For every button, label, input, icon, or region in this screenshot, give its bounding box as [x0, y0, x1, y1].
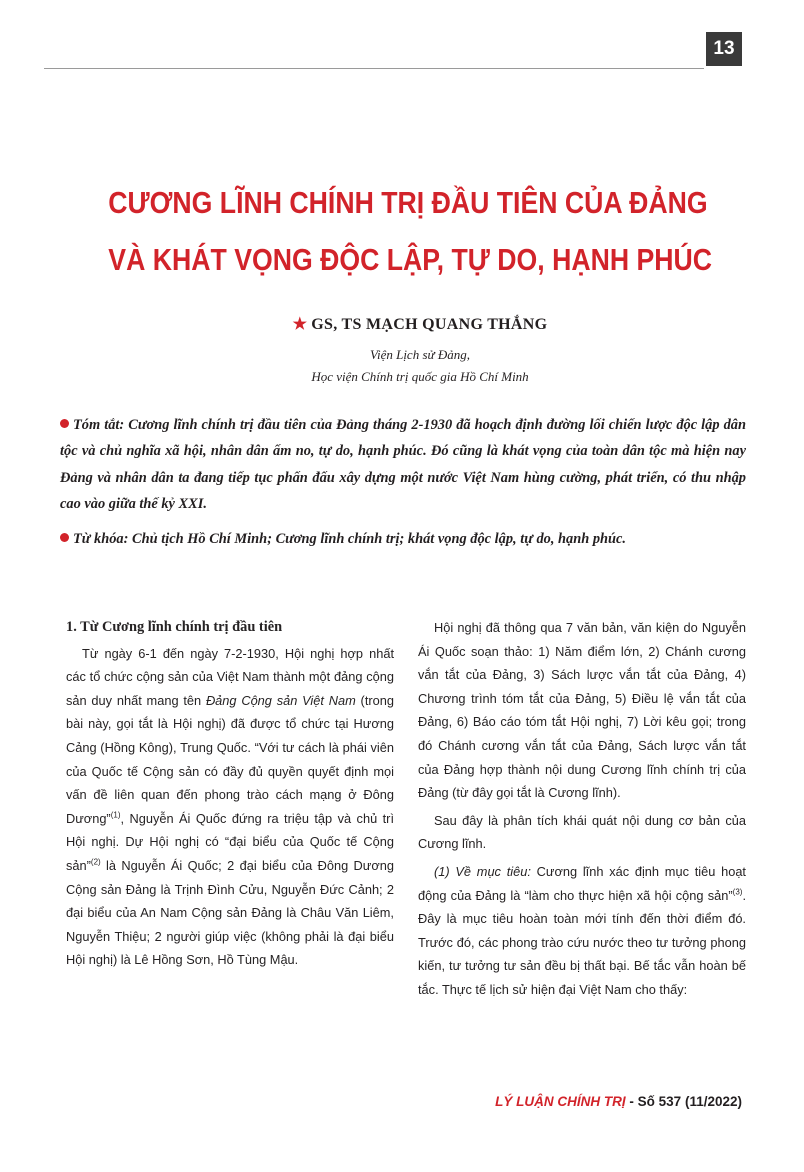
- affiliation-line-2: Học viện Chính trị quốc gia Hồ Chí Minh: [311, 369, 529, 384]
- abstract-label: Tóm tắt:: [73, 417, 125, 433]
- page-number: 13: [706, 32, 742, 66]
- left-paragraph-1: [66, 642, 394, 972]
- title-line-2: VÀ KHÁT VỌNG ĐỘC LẬP, TỰ DO, HẠNH PHÚC: [108, 242, 713, 277]
- keywords-text: Chủ tịch Hồ Chí Minh; Cương lĩnh chính trị; khát vọng độc lập, tự do, hạnh phúc.: [132, 530, 627, 547]
- text-run: là Nguyễn Ái Quốc; 2 đại biểu của Đông Dương Cộng sản Đảng là Trịnh Đình Cửu, Nguyễn Đức Cảnh; 2 đại biểu của An Nam Cộng sản Đảng là Châu Văn Liêm, Nguyễn Thiệu; 2 người giúp việc (không phải là đại biểu Hội nghị) là Lê Hồng Sơn, Hồ Tùng Mậu.: [66, 857, 394, 968]
- issue-info: - Số 537 (11/2022): [625, 1094, 742, 1109]
- bullet-dot-icon: [60, 533, 69, 542]
- footnote-ref: (2): [90, 857, 101, 867]
- text-run: , Nguyễn Ái Quốc đứng ra triệu tập và chủ trì Hội nghị. Dự Hội nghị có “đại biểu của Quốc tế Cộng sản”: [66, 810, 394, 873]
- keywords-label: Từ khóa:: [73, 530, 129, 547]
- right-paragraph-2: Sau đây là phân tích khái quát nội dung cơ bản của Cương lĩnh.: [418, 812, 746, 852]
- article-title: [108, 174, 713, 288]
- right-paragraph-1: Hội nghị đã thông qua 7 văn bản, văn kiện do Nguyễn Ái Quốc soạn thảo: 1) Năm điểm lớn, 2) Chánh cương vắn tắt của Đảng, 3) Sách lược vắn tắt của Đảng, 4) Chương trình tóm tắt của Đảng, 5) Điều lệ vắn tắt của Đảng, 6) Báo cáo tóm tắt Hội nghị, 7) Lời kêu gọi; trong đó Chánh cương vắn tắt của Đảng, Sách lược vắn tắt của Đảng hợp thành nội dung Cương lĩnh chính trị của Đảng (từ đây gọi tắt là Cương lĩnh).: [418, 620, 746, 801]
- text-run: Cương lĩnh xác định mục tiêu hoạt động của Đảng là “làm cho thực hiện xã hội cộng sản”: [418, 863, 746, 903]
- text-run: (trong bài này, gọi tắt là Hội nghị) đã được tổ chức tại Hương Cảng (Hồng Kông), Trung Quốc. “Với tư cách là phái viên của Quốc tế Cộng sản có đầy đủ quyền quyết định mọi vấn đề liên quan đến phong trào cách mạng ở Đông Dương”: [66, 692, 394, 826]
- author-line: [200, 314, 640, 334]
- journal-name: LÝ LUẬN CHÍNH TRỊ: [495, 1094, 626, 1109]
- affiliation-line-1: Viện Lịch sử Đảng,: [369, 347, 470, 362]
- subsection-label: (1) Về mục tiêu:: [434, 863, 531, 879]
- text-run: . Đây là mục tiêu hoàn toàn mới tính đến thời điểm đó. Trước đó, các phong trào cứu nước theo tư tưởng phong kiến, tư tưởng tư sản đều bị thất bại. Bế tắc vẫn hoàn bế tắc. Thực tế lịch sử hiện đại Việt Nam cho thấy:: [418, 887, 746, 997]
- footnote-ref: (3): [732, 887, 743, 897]
- party-name: Đảng Cộng sản Việt Nam: [205, 692, 356, 708]
- footer: [420, 1094, 742, 1109]
- author-affiliation: [200, 344, 640, 388]
- abstract-paragraph: [60, 412, 746, 518]
- abstract-text: Cương lĩnh chính trị đầu tiên của Đảng tháng 2-1930 đã hoạch định đường lối chiến lược độc lập dân tộc và chủ nghĩa xã hội, nhân dân ấm no, tự do, hạnh phúc. Đó cũng là khát vọng của toàn dân tộc mà hiện nay Đảng và nhân dân ta đang tiếp tục phấn đấu xây dựng một nước Việt Nam hùng cường, phát triển, có thu nhập cao vào giữa thế kỷ XXI.: [60, 417, 747, 513]
- right-paragraph-3: [418, 860, 746, 1002]
- section-heading: 1. Từ Cương lĩnh chính trị đầu tiên: [66, 619, 283, 635]
- author-name: GS, TS MẠCH QUANG THẮNG: [311, 316, 548, 333]
- text-run: Từ ngày 6-1 đến ngày 7-2-1930, Hội nghị hợp nhất các tổ chức cộng sản của Việt Nam thành một đảng cộng sản duy nhất mang tên: [66, 645, 394, 708]
- title-line-1: CƯƠNG LĨNH CHÍNH TRỊ ĐẦU TIÊN CỦA ĐẢNG: [108, 185, 708, 220]
- keywords-paragraph: [60, 526, 746, 552]
- left-column: [66, 616, 394, 972]
- right-column: [418, 616, 746, 1002]
- footnote-ref: (1): [110, 810, 121, 820]
- header-rule: [44, 68, 704, 69]
- star-icon: ★: [292, 316, 308, 333]
- bullet-dot-icon: [60, 419, 69, 428]
- abstract-block: [60, 412, 746, 552]
